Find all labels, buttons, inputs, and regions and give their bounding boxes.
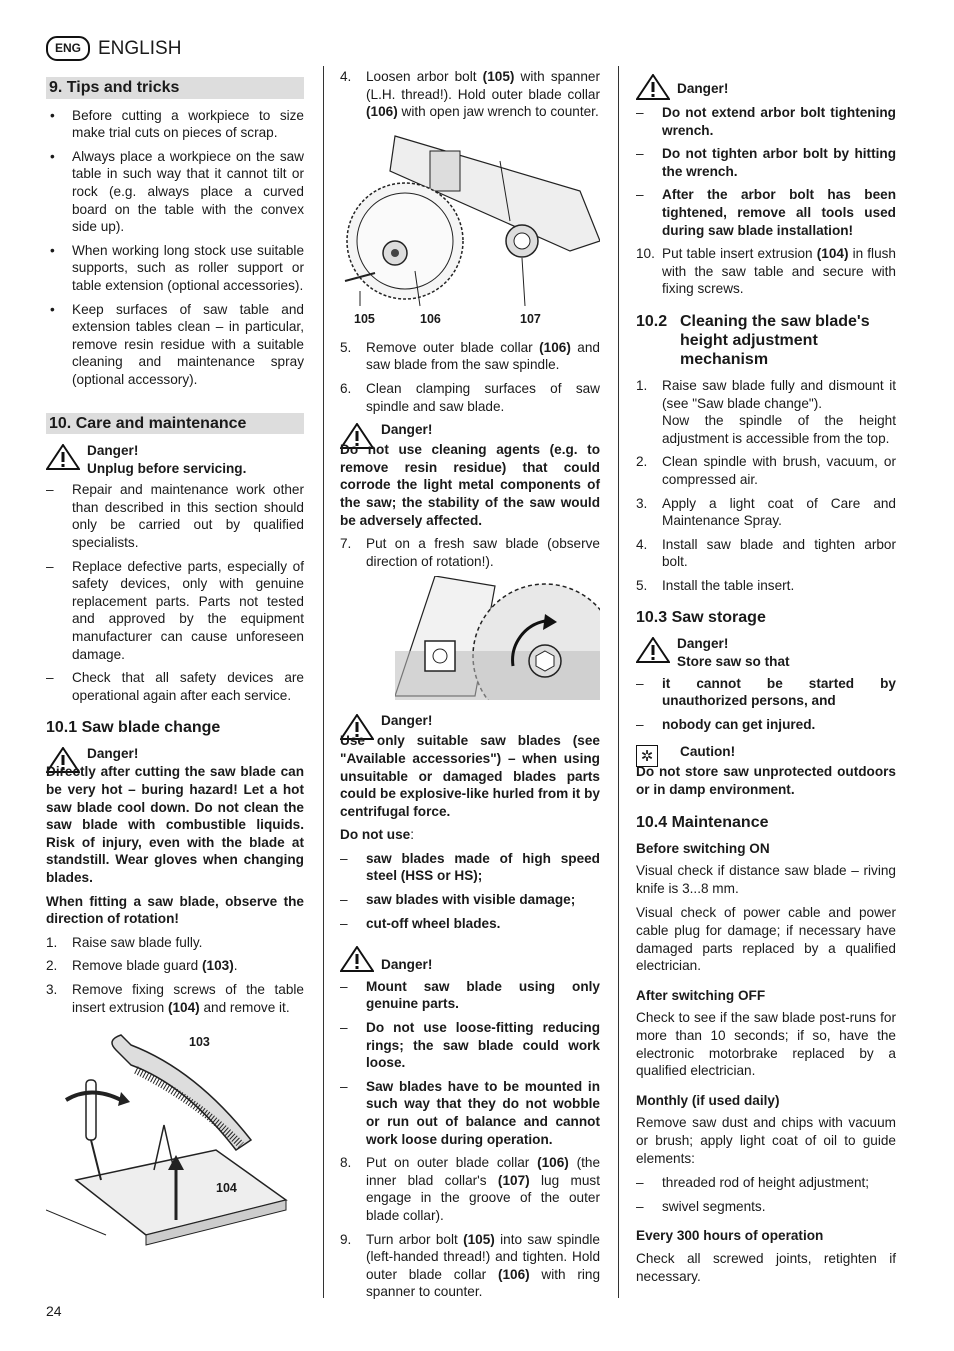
danger-text: Use only suitable saw blades (see "Available accessories") – when using unsuitable or damaged blades parts could be explosive-like hurled from it by centrifugal force. [340,733,600,819]
paragraph: Remove saw dust and chips with vacuum or brush; apply light coat of oil to guide elements: [636,1115,896,1166]
blade-guard-illustration [46,1030,304,1250]
danger-notice: Danger! [340,944,600,974]
list-item: 10. Put table insert extrusion (104) in flush with the saw table and secure with fixing screws. [636,246,896,297]
danger-text: Directly after cutting the saw blade can be very hot – buring hazard! Let a hot saw blade cool down. Do not clean the saw blade with combustible liquids. Risk of injury, even with the blade at standstill. Wear gloves when changing blades. [46,764,304,885]
list-item: 6. Clean clamping surfaces of saw spindle and saw blade. [340,380,600,414]
do-not-use-line: Do not use: [340,827,415,843]
steps-list [46,934,304,1016]
list-item: 4. Loosen arbor bolt (105) with spanner (L.H. thread!). Hold outer blade collar (106) with open jaw wrench to counter. [340,69,600,120]
column-2 [340,68,600,1307]
page-header [46,36,181,61]
steps-list [340,535,600,570]
list-item: – threaded rod of height adjustment; [636,1175,870,1191]
callout-106: 106 [420,311,441,326]
list-item: 8. Put on outer blade collar (106) (the inner blad collar's (107) lug must engage in the groove of the outer blade collar). [340,1155,601,1223]
language-title: ENGLISH [98,37,182,59]
list-item: 3. Remove fixing screws of the table insert extrusion (104) and remove it. [46,981,304,1015]
warning-triangle-icon [636,637,670,663]
column-divider [618,66,619,1298]
storage-list [636,675,896,734]
danger-notice: Danger! [340,712,600,740]
steps-list [340,339,600,415]
danger-notice: Danger! Store saw so that [636,635,896,670]
list-item: – Mount saw blade using only genuine parts. [340,978,600,1012]
callout-107: 107 [520,311,541,326]
list-item: – it cannot be started by unauthorized persons, and [636,675,896,709]
list-item: – Repair and maintenance work other than described in this section should only be carried out by qualified specialists. [46,482,304,551]
warning-triangle-icon [636,74,670,100]
steps-list [636,245,896,298]
list-item: 1. Raise saw blade fully and dismount it (see "Saw blade change"). Now the spindle of the height adjustment is accessible from the top. [636,377,896,446]
steps-list [636,377,896,595]
list-item: • Before cutting a workpiece to size make trial cuts on pieces of scrap. [50,107,304,141]
list-item: – Do not tighten arbor bolt by hitting the wrench. [636,146,896,179]
list-item: 5. Remove outer blade collar (106) and saw blade from the saw spindle. [340,339,600,373]
subsection-title: 10.3 Saw storage [636,609,766,627]
list-item: – Check that all safety devices are operational again after each service. [46,670,304,703]
column-3 [636,78,896,1292]
section-title: 9. Tips and tricks [46,77,304,99]
list-item: – Do not extend arbor bolt tightening wrench. [636,105,896,138]
callout-103: 103 [189,1035,210,1050]
paragraph: Check to see if the saw blade post-runs for more than 10 seconds; if so, have the electronic motorbrake replaced by a qualified electrician. [636,1010,896,1079]
column-1 [46,77,304,1258]
monthly-list [636,1174,896,1215]
danger-notice: Danger! [636,72,896,100]
list-item: – saw blades with visible damage; [340,892,576,908]
danger-list [340,978,600,1148]
list-item: – nobody can get injured. [636,716,816,732]
subsection-title: 10.4 Maintenance [636,813,769,831]
steps-list [340,1154,600,1301]
list-item: – swivel segments. [636,1198,766,1214]
warning-triangle-icon [340,946,374,972]
rotation-figure [395,576,600,704]
list-item: 2. Clean spindle with brush, vacuum, or compressed air. [636,454,896,487]
steps-list [340,68,600,121]
list-item: • Always place a workpiece on the saw table in such way that it cannot tilt or rock (e.g. always place a curved board on the table with the convex side up). [50,148,304,235]
blade-guard-figure [46,1030,304,1250]
list-item: • When working long stock use suitable supports, such as roller support or table extension (optional accessories). [50,242,304,293]
list-item: 2. Remove blade guard (103). [46,958,238,974]
list-item: – Replace defective parts, especially of safety devices, only with genuine replacement parts. Parts not tested and approved by the equipment manufacturer can cause unforeseen damage. [46,558,304,662]
care-list [46,481,304,704]
subheading: Every 300 hours of operation [636,1228,824,1244]
subsection-title: 10.1 Saw blade change [46,719,221,737]
section-title: 10. Care and maintenance [46,413,304,435]
rotation-direction-illustration [395,576,600,700]
danger-text: Do not use cleaning agents (e.g. to remove resin residue) that could corrode the light metal components of the saw; the stability of the saw would be adversely affected. [340,442,600,528]
list-item: – Do not use loose-fitting reducing rings; the saw blade could work loose. [340,1020,600,1071]
fit-note: When fitting a saw blade, observe the direction of rotation! [46,893,304,927]
list-item: – cut-off wheel blades. [340,915,501,931]
subheading: Monthly (if used daily) [636,1092,780,1108]
column-divider [323,66,324,1298]
list-item: 5. Install the table insert. [636,577,795,593]
saw-blade-illustration [340,131,600,316]
danger-notice: Danger! [340,421,600,449]
danger-notice: Danger! [46,745,304,773]
arbor-bolt-figure [340,131,600,331]
subheading: Before switching ON [636,840,770,856]
list-item: – After the arbor bolt has been tightened, remove all tools used during saw blade installation! [636,187,896,238]
paragraph: Visual check of power cable and power cable plug for damage; if necessary have damaged parts replaced by a qualified electrician. [636,905,896,974]
caution-icon: ✲ [636,745,658,767]
danger-notice: Danger! Unplug before servicing. [46,442,304,477]
page-number: 24 [46,1303,62,1319]
warning-triangle-icon [46,444,80,470]
language-badge: ENG [46,36,90,61]
list-item: – Saw blades have to be mounted in such way that they do not wobble or run out of balance and cannot work loose during operation. [340,1078,600,1147]
danger-list [636,104,896,239]
callout-105: 105 [354,311,375,326]
list-item: 3. Apply a light coat of Care and Maintenance Spray. [636,495,896,529]
list-item: • Keep surfaces of saw table and extension tables clean – in particular, remove resin residue with a suitable cleaning and maintenance spray (optional accessory). [50,301,304,387]
subheading: After switching OFF [636,987,766,1003]
tips-list [46,107,304,389]
caution-text: Do not store saw unprotected outdoors or in damp environment. [636,764,896,798]
caution-notice: ✲ Caution! [636,743,896,767]
subsection-title: 10.2 Cleaning the saw blade's height adjustment mechanism [636,312,870,368]
callout-104: 104 [216,1181,237,1196]
list-item: 1. Raise saw blade fully. [46,934,203,950]
list-item: – saw blades made of high speed steel (HSS or HS); [340,850,600,884]
dont-list [340,850,600,932]
list-item: 4. Install saw blade and tighten arbor bolt. [636,536,896,570]
paragraph: Visual check if distance saw blade – riving knife is 3...8 mm. [636,863,896,896]
paragraph: Check all screwed joints, retighten if necessary. [636,1250,896,1284]
list-item: 7. Put on a fresh saw blade (observe direction of rotation!). [340,536,600,569]
list-item: 9. Turn arbor bolt (105) into saw spindle (left-handed thread!) and tighten. Hold outer blade collar (106) with ring spanner to counter. [340,1231,601,1300]
